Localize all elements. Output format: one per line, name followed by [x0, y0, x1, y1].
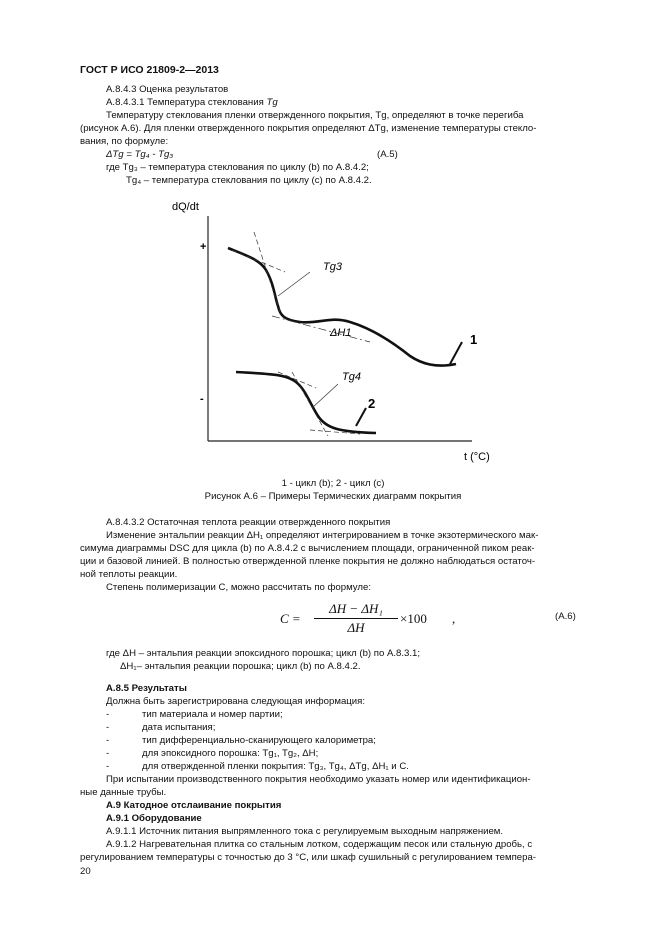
paragraph-line: симума диаграммы DSC для цикла (b) по А.8.4.2 с вычислением площади, ограниченной пиком реак-	[80, 543, 535, 554]
formula-a6: C = ΔH − ΔH₁ ΔH ×100 ,	[280, 601, 456, 635]
tangent-line	[232, 250, 285, 272]
tg3-leader	[278, 272, 310, 296]
curve-1-arrow	[450, 342, 462, 364]
curve-2-arrow	[356, 408, 366, 426]
figure-legend: 1 - цикл (b); 2 - цикл (с)	[281, 478, 385, 489]
paragraph: Степень полимеризации С, можно рассчитать по формуле:	[106, 582, 371, 593]
y-axis-label: dQ/dt	[172, 201, 199, 213]
subsection-heading: А.9.1 Оборудование	[106, 813, 202, 824]
formula: ΔTg = Tg₄ - Tg₃	[106, 149, 174, 160]
figure-caption: Рисунок А.6 – Примеры Термических диаграмм покрытия	[204, 491, 462, 502]
section-heading: А.8.4.3 Оценка результатов	[106, 84, 229, 95]
section-heading: А.8.5 Результаты	[106, 683, 187, 694]
curve-2-label: 2	[368, 396, 376, 411]
paragraph: А.9.1.1 Источник питания выпрямленного тока с регулируемым выходным напряжением.	[106, 826, 504, 837]
formula-number: (А.6)	[555, 611, 576, 622]
paragraph-line: ции и базовой линией. В полностью отвержденной пленке покрытия не должно наблюдаться остаточ-	[80, 556, 536, 567]
tg4-label: Tg4	[342, 371, 361, 383]
subsection-heading: А.8.4.3.1 Температура стеклования Tg	[106, 97, 278, 108]
section-heading: А.8.4.3.2 Остаточная теплота реакции отвержденного покрытия	[106, 517, 391, 528]
curve-1-label: 1	[470, 332, 478, 347]
paragraph-line: ной теплоты реакции.	[80, 569, 178, 580]
paragraph-line: вания, по формуле:	[80, 136, 169, 147]
thermal-diagram	[160, 192, 510, 492]
tg3-label: Tg3	[323, 261, 342, 273]
paragraph-line: При испытании производственного покрытия необходимо указать номер или идентификацион-	[106, 774, 531, 785]
paragraph: Должна быть зарегистрирована следующая информация:	[106, 696, 366, 707]
where-line: где Tg₃ – температура стеклования по циклу (b) по А.8.4.2;	[106, 162, 369, 173]
paragraph-line: регулированием температуры с точностью до 3 °С, или шкаф сушильный с регулированием темпера-	[80, 852, 536, 863]
paragraph-line: ные данные трубы.	[80, 787, 167, 798]
page-number: 20	[80, 866, 91, 877]
paragraph-line: Температуру стеклования пленки отвержденного покрытия, Tg, определяют в точке перегиба	[106, 110, 524, 121]
fraction-bar	[314, 618, 398, 619]
paragraph-line: (рисунок А.6). Для пленки отвержденного покрытия определяют ΔTg, изменение температуры стекло-	[80, 123, 537, 134]
tangent-line	[278, 372, 316, 388]
curve-1	[228, 248, 456, 366]
x-axis-label: t (°C)	[464, 451, 490, 463]
document-header: ГОСТ Р ИСО 21809-2—2013	[80, 64, 219, 76]
section-heading: А.9 Катодное отслаивание покрытия	[106, 800, 282, 811]
minus-mark: -	[200, 393, 204, 405]
paragraph-line: Изменение энтальпии реакции ΔH₁ определяют интегрированием в точке экзотермического мак-	[106, 530, 539, 541]
tangent-line	[292, 372, 328, 436]
where-line: Tg₄ – температура стеклования по циклу (с) по А.8.4.2.	[126, 175, 372, 186]
where-line: где ΔH – энтальпия реакции эпоксидного порошка; цикл (b) по А.8.3.1;	[106, 648, 421, 659]
where-line: ΔH₁– энтальпия реакции порошка; цикл (b) по А.8.4.2.	[120, 661, 361, 672]
formula-number: (А.5)	[377, 149, 398, 160]
plus-mark: +	[200, 241, 207, 253]
dh1-label: ΔH1	[330, 327, 352, 339]
paragraph-line: А.9.1.2 Нагревательная плитка со стальным лотком, содержащим песок или стальную дробь, с	[106, 839, 533, 850]
